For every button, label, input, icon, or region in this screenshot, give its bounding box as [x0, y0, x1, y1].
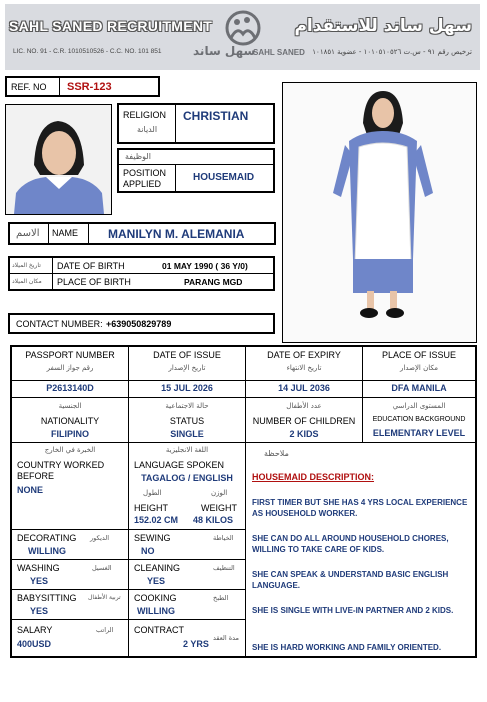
- skill-value: YES: [147, 576, 166, 586]
- contact-label: CONTACT NUMBER:: [16, 319, 103, 329]
- nationality-value: FILIPINO: [51, 429, 89, 439]
- skill-label: CONTRACT: [134, 625, 184, 635]
- name-value: MANILYN M. ALEMANIA: [108, 227, 245, 241]
- country-value: NONE: [17, 485, 44, 495]
- logo-text-en: SAHL SANED: [253, 48, 305, 57]
- skill-label-ar: الراتب: [96, 626, 114, 634]
- language-label: LANGUAGE SPOKEN: [134, 460, 225, 470]
- passport-number-value: P2613140D: [46, 383, 94, 393]
- remark-item: FIRST TIMER BUT SHE HAS 4 YRS LOCAL EXPERIENCE AS HOUSEHOLD WORKER.: [252, 498, 468, 518]
- issue-date-value: 15 JUL 2026: [161, 383, 213, 393]
- skill-label: COOKING: [134, 593, 177, 603]
- applicant-photo-full: [282, 82, 477, 343]
- ref-label: REF. NO: [11, 82, 47, 92]
- expiry-date-label: DATE OF EXPIRY: [267, 350, 341, 360]
- company-name-en: SAHL SANED RECRUITMENT: [9, 18, 213, 34]
- position-label: POSITION APPLIED: [123, 168, 167, 189]
- weight-label-ar: الوزن: [211, 489, 228, 497]
- nationality-label: NATIONALITY: [40, 416, 100, 426]
- remark-item: SHE CAN SPEAK & UNDERSTAND BASIC ENGLISH LANGUAGE.: [252, 570, 449, 590]
- education-value: ELEMENTARY LEVEL: [372, 428, 466, 438]
- skill-label-ar: مدة العقد: [213, 634, 239, 642]
- company-logo: [191, 8, 311, 64]
- status-value: SINGLE: [170, 429, 204, 439]
- pob-value: PARANG MGD: [184, 277, 243, 287]
- language-value: TAGALOG / ENGLISH: [141, 473, 233, 483]
- expiry-date-value: 14 JUL 2036: [278, 383, 330, 393]
- issue-date-label: DATE OF ISSUE: [153, 350, 221, 360]
- skill-value: YES: [30, 576, 49, 586]
- country-label: COUNTRY WORKED BEFORE: [17, 460, 105, 481]
- company-name-ar: سهل ساند للاستقدام: [294, 16, 472, 36]
- place-of-issue-label-ar: مكان الإصدار: [400, 364, 438, 372]
- height-value: 152.02 CM: [134, 515, 179, 525]
- ref-value: SSR-123: [67, 81, 112, 93]
- pob-label: PLACE OF BIRTH: [57, 277, 131, 287]
- remarks-title: HOUSEMAID DESCRIPTION:: [252, 472, 375, 482]
- skill-label: DECORATING: [17, 533, 77, 543]
- skill-value: YES: [30, 606, 49, 616]
- birth-box: [8, 256, 275, 291]
- place-of-issue-value: DFA MANILA: [391, 383, 447, 393]
- ref-box: [5, 76, 160, 97]
- passport-number-label-ar: رقم جواز السفر: [46, 364, 94, 372]
- applicant-photo-small: [5, 104, 112, 215]
- height-label: HEIGHT: [134, 503, 169, 513]
- contact-box: [8, 313, 275, 334]
- remarks-label-ar: ملاحظة: [264, 449, 289, 458]
- expiry-date-label-ar: تاريخ الانتهاء: [286, 364, 322, 372]
- remark-item: SHE IS HARD WORKING AND FAMILY ORIENTED.: [252, 643, 442, 652]
- skill-label-ar: الديكور: [90, 534, 110, 542]
- religion-box: [117, 103, 275, 144]
- skill-value: WILLING: [28, 546, 66, 556]
- issue-date-label-ar: تاريخ الإصدار: [168, 364, 206, 372]
- education-label: EDUCATION BACKGROUND: [372, 416, 466, 423]
- place-of-issue-label: PLACE OF ISSUE: [381, 350, 457, 360]
- skill-label: WASHING: [17, 563, 60, 573]
- details-table: [10, 345, 477, 658]
- position-box: [117, 148, 275, 193]
- contact-value: +639050829789: [106, 319, 172, 329]
- skill-value: NO: [141, 546, 155, 556]
- nationality-label-ar: الجنسية: [58, 402, 82, 410]
- skill-value: WILLING: [137, 606, 175, 616]
- dob-label: DATE OF BIRTH: [57, 261, 125, 271]
- skill-label: CLEANING: [134, 563, 181, 573]
- status-label-ar: حالة الاجتماعية: [165, 402, 209, 410]
- dob-label-ar: تاريخ الميلاد: [12, 262, 41, 269]
- dob-value: 01 MAY 1990 ( 36 Y/0): [162, 261, 248, 271]
- weight-label: WEIGHT: [201, 503, 237, 513]
- position-value: HOUSEMAID: [193, 172, 255, 183]
- religion-label: RELIGION: [123, 110, 167, 120]
- children-label-ar: عدد الأطفال: [286, 402, 322, 410]
- license-en: LIC. NO. 91 - C.R. 1010510526 - C.C. NO. 101 851: [13, 48, 162, 55]
- remark-item: SHE IS SINGLE WITH LIVE-IN PARTNER AND 2 KIDS.: [252, 606, 454, 615]
- country-label-ar: الخبرة في الخارج: [44, 446, 96, 454]
- skill-label: BABYSITTING: [17, 593, 77, 603]
- passport-number-label: PASSPORT NUMBER: [25, 350, 115, 360]
- skill-value: 400USD: [17, 639, 52, 649]
- skill-label-ar: الخياطة: [213, 534, 234, 542]
- pob-label-ar: مكان الميلاد: [12, 278, 42, 285]
- religion-label-ar: الديانة: [137, 125, 158, 134]
- license-ar: ترخيص رقم ٩١ - س.ت ١٠١٠٥١٠٥٢٦ - عضوية ١٠١٨٥١: [312, 48, 472, 56]
- remarks-panel: [246, 443, 475, 656]
- remark-item: SHE CAN DO ALL AROUND HOUSEHOLD CHORES, WILLING TO TAKE CARE OF KIDS.: [252, 534, 449, 554]
- skill-label: SALARY: [17, 625, 53, 635]
- position-label-ar: الوظيفة: [125, 152, 151, 161]
- skill-label: SEWING: [134, 533, 171, 543]
- status-label: STATUS: [169, 416, 205, 426]
- religion-value: CHRISTIAN: [183, 109, 249, 123]
- name-label-ar: الاسم: [16, 228, 40, 239]
- height-label-ar: الطول: [143, 489, 162, 497]
- children-label: NUMBER OF CHILDREN: [252, 416, 356, 426]
- logo-text-ar: سهل ساند: [193, 44, 256, 58]
- skill-label-ar: الطبخ: [213, 594, 229, 602]
- language-label-ar: اللغة الانجليزية: [165, 446, 209, 454]
- skill-label-ar: الغسيل: [92, 564, 112, 572]
- skill-label-ar: تربية الأطفال: [88, 594, 121, 601]
- header-banner: [5, 4, 480, 70]
- name-box: [8, 222, 276, 245]
- weight-value: 48 KILOS: [193, 515, 234, 525]
- children-value: 2 KIDS: [289, 429, 319, 439]
- skill-label-ar: التنظيف: [213, 564, 235, 572]
- skill-value: 2 YRS: [183, 639, 209, 649]
- education-label-ar: المستوى الدراسي: [392, 402, 446, 410]
- name-label: NAME: [52, 228, 79, 238]
